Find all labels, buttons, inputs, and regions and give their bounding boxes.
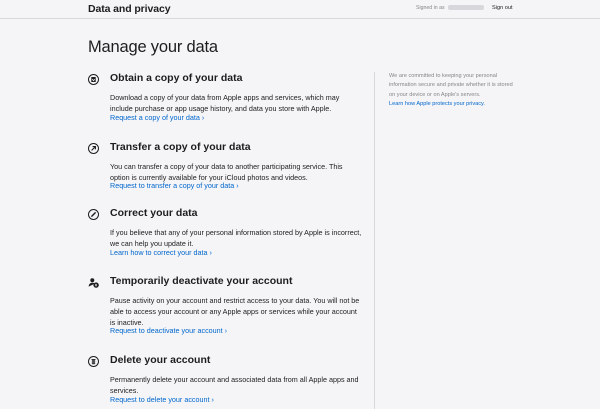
learn-correct-link[interactable]: Learn how to correct your data › [110, 248, 212, 257]
sidebar-text: We are committed to keeping your personal information secure and private whether it is stored on your device or on Apple's servers. [389, 73, 513, 98]
section-description: You can transfer a copy of your data to another participating service. This option is currently available for your iCloud photos and videos. [110, 162, 343, 182]
page-title: Manage your data [88, 38, 218, 56]
section-heading: Obtain a copy of your data [110, 72, 243, 84]
brand-title: Data and privacy [88, 3, 171, 15]
trash-icon [88, 356, 99, 367]
section-heading: Transfer a copy of your data [110, 141, 251, 153]
request-deactivate-link[interactable]: Request to deactivate your account › [110, 326, 228, 335]
section-heading: Temporarily deactivate your account [110, 275, 293, 287]
signed-in-status [416, 5, 484, 11]
section-description: Download a copy of your data from Apple apps and services, which may include purchase or app usage history, and data you store with Apple. [110, 93, 340, 113]
request-delete-link[interactable]: Request to delete your account › [110, 395, 214, 404]
signed-in-label: Signed in as [416, 5, 445, 11]
section-description: Permanently delete your account and associated data from all Apple apps and services. [110, 375, 359, 395]
privacy-protection-link[interactable]: Learn how Apple protects your privacy. [389, 101, 485, 108]
arrow-up-right-icon [88, 143, 99, 154]
privacy-sidebar [374, 72, 514, 409]
section-heading: Delete your account [110, 354, 211, 366]
sign-out-link[interactable]: Sign out [492, 5, 513, 11]
request-transfer-link[interactable]: Request to transfer a copy of your data › [110, 181, 239, 190]
request-copy-link[interactable]: Request a copy of your data › [110, 113, 205, 122]
user-pause-icon [88, 277, 99, 288]
redacted-account-name [448, 5, 484, 10]
section-heading: Correct your data [110, 207, 198, 219]
download-icon [88, 74, 99, 85]
pencil-icon [88, 209, 99, 220]
section-description: If you believe that any of your personal information stored by Apple is incorrect, we can help you update it. [110, 228, 362, 248]
section-description: Pause activity on your account and restrict access to your data. You will not be able to access your account or any Apple apps or services while your account is inactive. [110, 296, 360, 327]
top-bar [0, 0, 600, 19]
